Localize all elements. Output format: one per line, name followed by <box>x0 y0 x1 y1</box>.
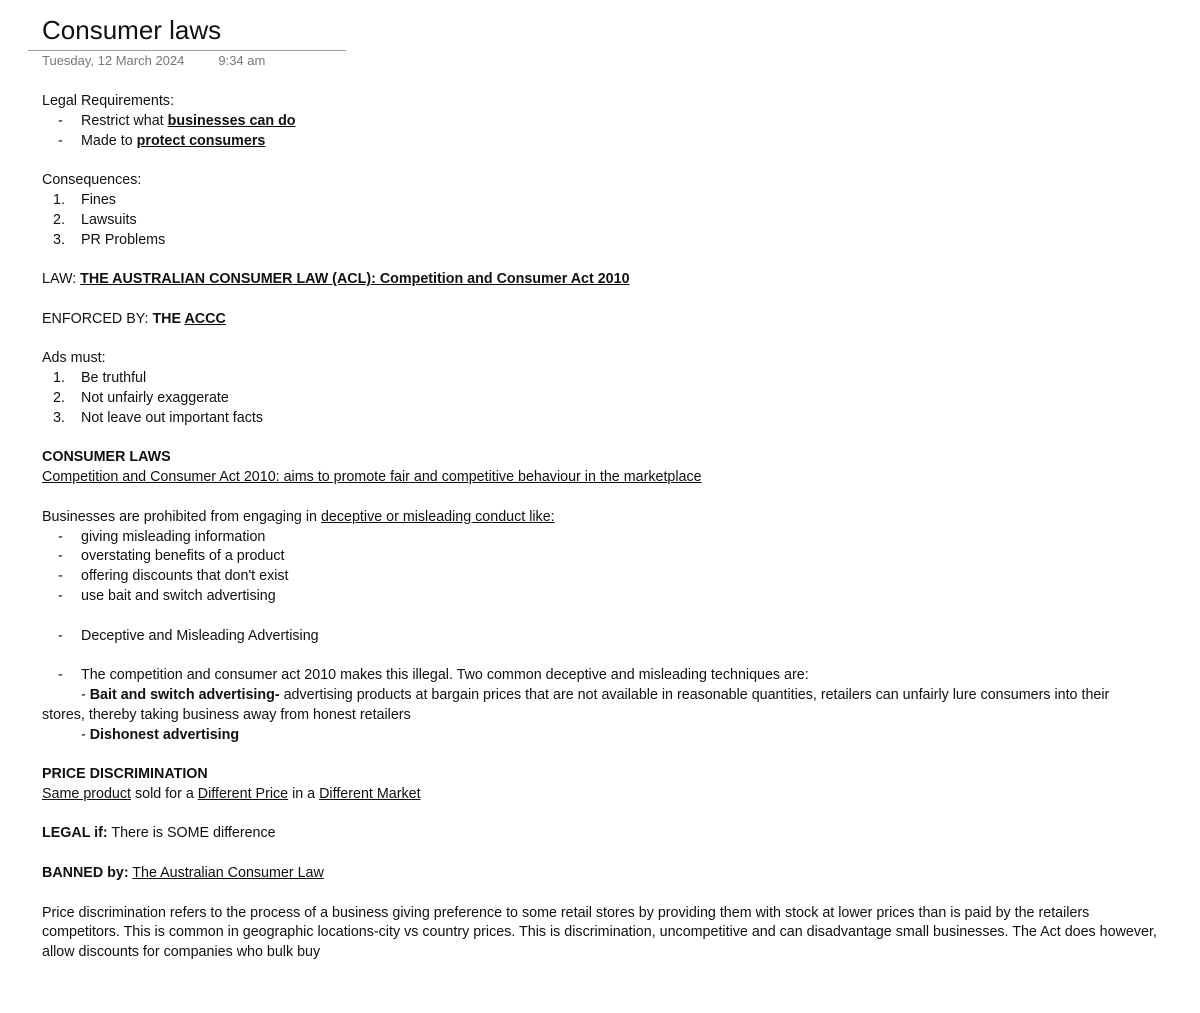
list-item <box>42 666 1167 686</box>
dash-marker: - <box>58 132 63 149</box>
note-timestamp <box>28 52 346 70</box>
enforced-by-line <box>42 310 1167 330</box>
sub-dash-marker: - <box>81 726 90 743</box>
prohibited-intro <box>42 508 1167 528</box>
law-value: THE AUSTRALIAN CONSUMER LAW (ACL): Competition and Consumer Act 2010 <box>80 271 630 288</box>
banned-by-line <box>42 864 1167 884</box>
same-product-text: Same product <box>42 785 132 802</box>
enforced-the: THE <box>152 310 185 327</box>
list-item-text: Be truthful <box>81 370 147 387</box>
dash-marker: - <box>58 112 63 129</box>
list-item-text: offering discounts that don't exist <box>81 568 289 585</box>
bait-label: Bait and switch advertising- <box>89 686 280 703</box>
list-item-text: Lawsuits <box>81 211 137 228</box>
prohibited-intro-emphasis: deceptive or misleading conduct like: <box>320 508 555 525</box>
list-item <box>42 587 1167 607</box>
list-item-text: overstating benefits of a product <box>81 548 285 565</box>
dash-marker: - <box>58 528 63 545</box>
list-item-text: The competition and consumer act 2010 makes this illegal. Two common deceptive and misleading techniques are: <box>81 667 809 684</box>
list-item-text: Fines <box>81 191 116 208</box>
sub-dash-marker: - <box>81 686 90 703</box>
law-label: LAW: <box>42 271 81 288</box>
note-title-block <box>28 12 346 70</box>
legal-if-line <box>42 824 1167 844</box>
list-item-text: use bait and switch advertising <box>81 587 276 604</box>
price-discrimination-paragraph: Price discrimination refers to the process of a business giving preference to some retail stores by providing them with stock at lower prices than is paid by the retailers competitors. This is common in geographic locations-city vs country prices. This is discrimination, uncompetitive and can disadvantage small businesses. The Act does however, allow discounts for companies who bulk buy <box>42 904 1157 961</box>
list-item-text: Deceptive and Misleading Advertising <box>81 627 319 644</box>
legal-if-text: There is SOME difference <box>107 825 276 842</box>
ads-heading: Ads must: <box>42 350 106 367</box>
note-body[interactable] <box>42 92 1167 963</box>
legal-requirements-heading: Legal Requirements: <box>42 93 174 109</box>
list-item <box>42 409 1167 429</box>
bait-text: advertising products at bargain prices that are not available in reasonable quantities, retailers can unfairly lure consumers into their <box>279 686 1110 703</box>
connector-text: sold for a <box>131 785 198 802</box>
list-item <box>42 132 1167 152</box>
list-item-text: giving misleading information <box>81 528 266 545</box>
list-item <box>42 627 1167 647</box>
number-marker: 2. <box>53 389 65 406</box>
dash-marker: - <box>58 667 63 684</box>
number-marker: 1. <box>53 370 65 387</box>
banned-by-label: BANNED by: <box>42 865 129 882</box>
act-description: Competition and Consumer Act 2010: aims to promote fair and competitive behaviour in the marketplace <box>42 469 702 486</box>
number-marker: 3. <box>53 231 65 248</box>
list-item <box>42 211 1167 231</box>
banned-by-value: The Australian Consumer Law <box>132 865 324 882</box>
dishonest-label: Dishonest advertising <box>89 726 240 743</box>
price-discrimination-definition <box>42 785 1167 805</box>
enforced-value: ACCC <box>184 310 226 327</box>
list-item-text: Not unfairly exaggerate <box>81 389 229 406</box>
bait-and-switch-line <box>42 686 1167 706</box>
enforced-label: ENFORCED BY: <box>42 310 153 327</box>
different-price-text: Different Price <box>197 785 289 802</box>
consequences-heading: Consequences: <box>42 172 142 189</box>
dash-marker: - <box>58 627 63 644</box>
list-item <box>42 528 1167 548</box>
consumer-laws-heading: CONSUMER LAWS <box>42 449 171 466</box>
list-item-emphasis: protect consumers <box>136 132 266 149</box>
list-item-emphasis: businesses can do <box>167 112 296 129</box>
note-time: 9:34 am <box>218 53 266 68</box>
list-item-text: PR Problems <box>81 231 166 248</box>
list-item-text: Made to <box>81 132 137 149</box>
list-item <box>42 567 1167 587</box>
list-item-text: Not leave out important facts <box>81 409 263 426</box>
list-item <box>42 547 1167 567</box>
dash-marker: - <box>58 568 63 585</box>
list-item <box>42 369 1167 389</box>
note-date: Tuesday, 12 March 2024 <box>42 53 185 68</box>
connector-text: in a <box>288 785 320 802</box>
title-divider <box>28 50 346 51</box>
prohibited-intro-text: Businesses are prohibited from engaging in <box>42 508 321 525</box>
page-title[interactable]: Consumer laws <box>42 15 222 45</box>
different-market-text: Different Market <box>319 785 421 802</box>
list-item-text: Restrict what <box>81 112 168 129</box>
list-item <box>42 231 1167 251</box>
dash-marker: - <box>58 548 63 565</box>
law-line <box>42 270 1167 290</box>
list-item <box>42 389 1167 409</box>
legal-if-label: LEGAL if: <box>42 825 108 842</box>
dash-marker: - <box>58 587 63 604</box>
list-item <box>42 191 1167 211</box>
dishonest-advertising-line <box>42 726 1167 746</box>
bait-and-switch-continued: stores, thereby taking business away from honest retailers <box>42 706 411 723</box>
number-marker: 1. <box>53 191 65 208</box>
number-marker: 3. <box>53 409 65 426</box>
list-item <box>42 112 1167 132</box>
price-discrimination-heading: PRICE DISCRIMINATION <box>42 766 208 783</box>
number-marker: 2. <box>53 211 65 228</box>
